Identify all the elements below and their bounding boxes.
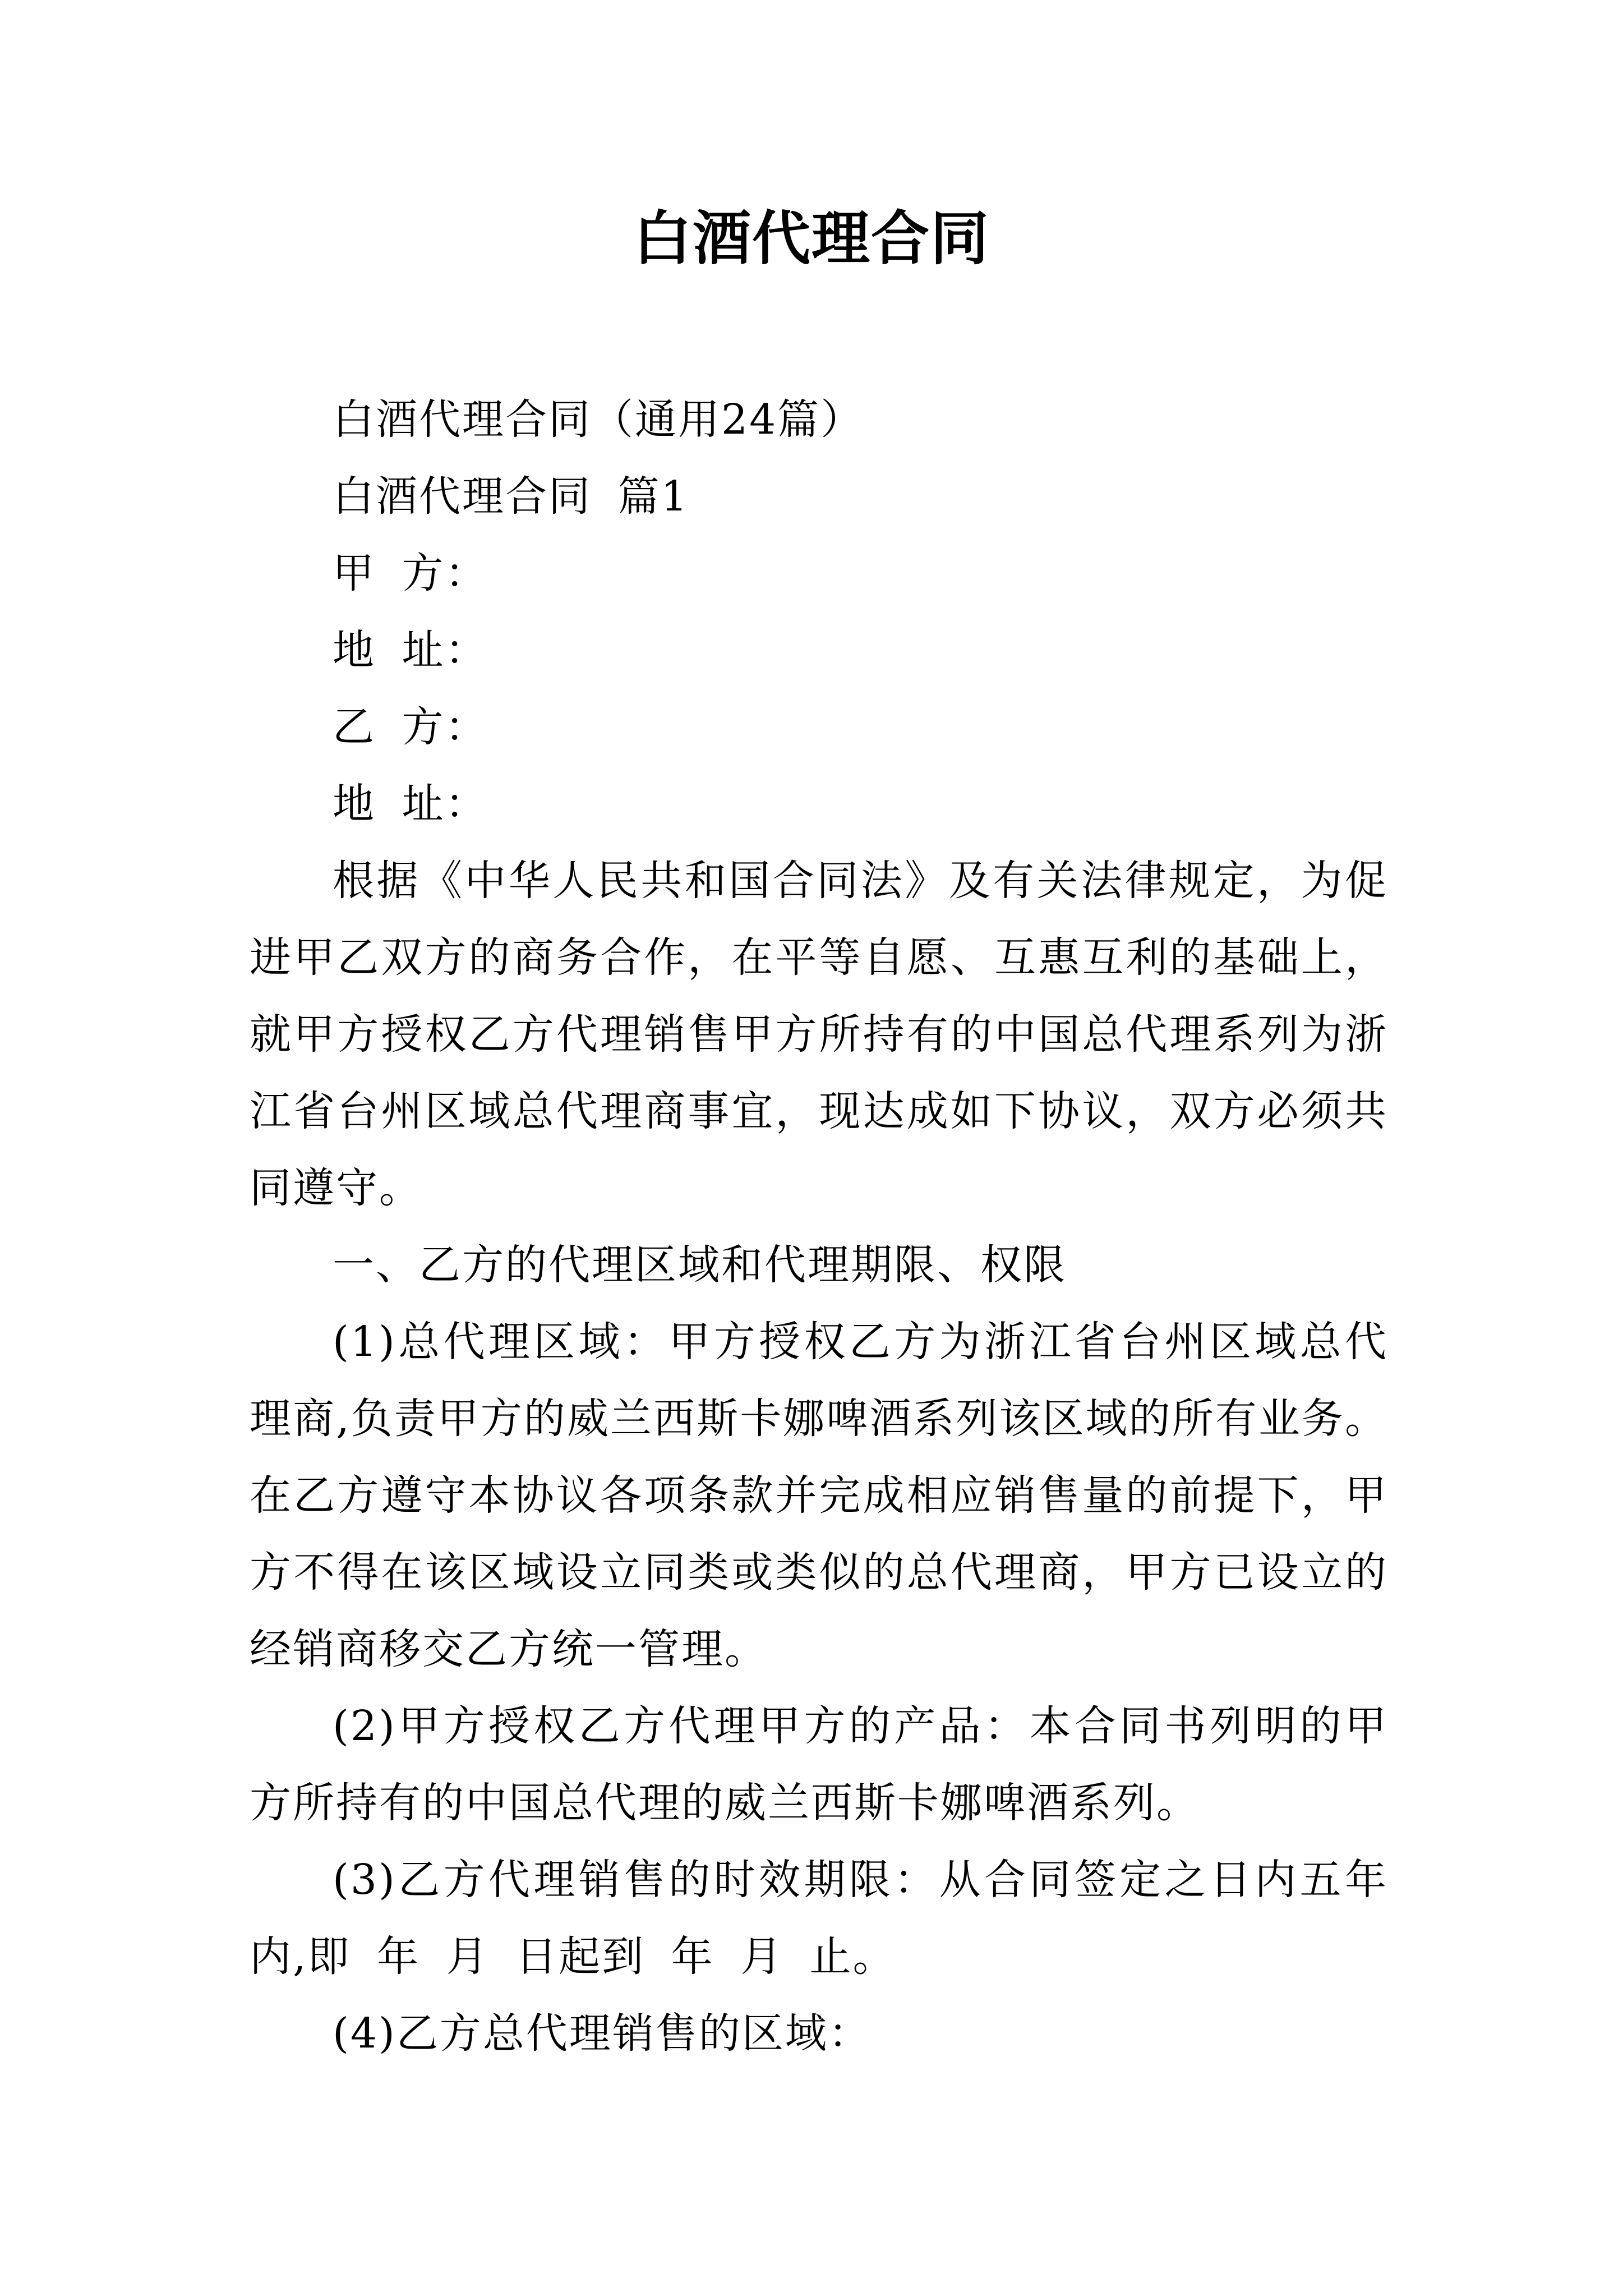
preamble-paragraph: 根据《中华人民共和国合同法》及有关法律规定，为促进甲乙双方的商务合作，在平等自愿、互惠互利的基础上，就甲方授权乙方代理销售甲方所持有的中国总代理系列为浙江省台州区域总代理商事宜，现达成如下协议，双方必须共同遵守。: [250, 857, 1388, 1212]
subtitle-paragraph: 白酒代理合同（通用24篇）: [333, 395, 864, 444]
clause-item-2: (2)甲方授权乙方代理甲方的产品：本合同书列明的甲方所持有的中国总代理的威兰西斯卡娜啤酒系列。: [250, 1702, 1388, 1827]
party-b-address-label: 地 址：: [333, 780, 488, 828]
clause-item-3: (3)乙方代理销售的时效期限：从合同签定之日内五年内,即 年 月 日起到 年 月 止。: [250, 1856, 1388, 1981]
party-b-label: 乙 方：: [333, 703, 488, 751]
clause-heading: 一、乙方的代理区域和代理期限、权限: [333, 1241, 1067, 1289]
party-a-label: 甲 方：: [333, 549, 488, 597]
document-title: 白酒代理合同: [633, 204, 990, 273]
document-body: [250, 381, 1388, 2072]
party-a-address-label: 地 址：: [333, 626, 488, 674]
clause-item-4: (4)乙方总代理销售的区域：: [333, 2009, 872, 2058]
clause-item-1: (1)总代理区域：甲方授权乙方为浙江省台州区域总代理商,负责甲方的威兰西斯卡娜啤酒系列该区域的所有业务。在乙方遵守本协议各项条款并完成相应销售量的前提下，甲方不得在该区域设立同类或类似的总代理商，甲方已设立的经销商移交乙方统一管理。: [250, 1318, 1388, 1673]
section-heading: 白酒代理合同 篇1: [333, 472, 689, 521]
